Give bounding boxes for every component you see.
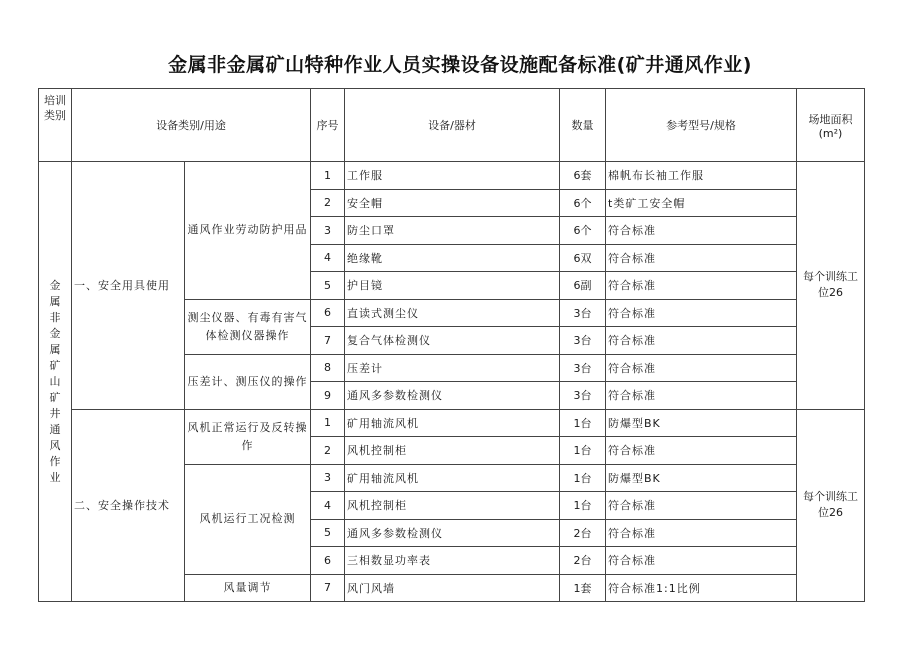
serial-no-cell: 1 (311, 409, 345, 437)
serial-no-cell: 9 (311, 382, 345, 410)
spec-cell: 符合标准 (606, 547, 797, 575)
header-training-category: 培训类别 (39, 89, 72, 162)
equipment-cell: 防尘口罩 (345, 217, 560, 245)
table-row (39, 162, 865, 190)
spec-cell: 符合标准 (606, 519, 797, 547)
spec-cell: 棉帆布长袖工作服 (606, 162, 797, 190)
header-area: 场地面积(m²) (797, 89, 865, 162)
training-category-cell (39, 162, 72, 602)
quantity-cell: 1台 (560, 409, 606, 437)
equipment-cell: 通风多参数检测仪 (345, 519, 560, 547)
quantity-cell: 3台 (560, 327, 606, 355)
spec-cell: 符合标准 (606, 382, 797, 410)
spec-cell: 符合标准 (606, 492, 797, 520)
serial-no-cell: 5 (311, 519, 345, 547)
training-category-text: 金 属 非 金 属 矿 山 矿 井 通 风 作 业 (49, 278, 61, 484)
quantity-cell: 1台 (560, 464, 606, 492)
quantity-cell: 2台 (560, 547, 606, 575)
subcategory-cell: 风机正常运行及反转操作 (185, 409, 311, 464)
quantity-cell: 3台 (560, 382, 606, 410)
quantity-cell: 3台 (560, 354, 606, 382)
equipment-table (38, 88, 865, 602)
subcategory-cell: 风量调节 (185, 574, 311, 602)
spec-cell: t类矿工安全帽 (606, 189, 797, 217)
serial-no-cell: 7 (311, 574, 345, 602)
spec-cell: 符合标准 (606, 217, 797, 245)
quantity-cell: 2台 (560, 519, 606, 547)
header-spec: 参考型号/规格 (606, 89, 797, 162)
equipment-cell: 压差计 (345, 354, 560, 382)
spec-cell: 符合标准 (606, 354, 797, 382)
equipment-cell: 护目镜 (345, 272, 560, 300)
equipment-cell: 通风多参数检测仪 (345, 382, 560, 410)
equipment-cell: 风机控制柜 (345, 492, 560, 520)
serial-no-cell: 3 (311, 217, 345, 245)
equipment-cell: 工作服 (345, 162, 560, 190)
quantity-cell: 1台 (560, 492, 606, 520)
quantity-cell: 6双 (560, 244, 606, 272)
spec-cell: 符合标准 (606, 437, 797, 465)
spec-cell: 符合标准 (606, 272, 797, 300)
serial-no-cell: 1 (311, 162, 345, 190)
category-cell: 一、安全用具使用 (72, 162, 185, 410)
serial-no-cell: 6 (311, 547, 345, 575)
table-row (39, 409, 865, 437)
subcategory-cell: 通风作业劳动防护用品 (185, 162, 311, 300)
table-body (39, 89, 865, 602)
equipment-cell: 绝缘靴 (345, 244, 560, 272)
subcategory-cell: 压差计、测压仪的操作 (185, 354, 311, 409)
category-cell: 二、安全操作技术 (72, 409, 185, 602)
quantity-cell: 6套 (560, 162, 606, 190)
equipment-cell: 矿用轴流风机 (345, 464, 560, 492)
page-title: 金属非金属矿山特种作业人员实操设备设施配备标准(矿井通风作业) (168, 54, 752, 76)
table-header-row (39, 89, 865, 162)
equipment-cell: 风机控制柜 (345, 437, 560, 465)
quantity-cell: 3台 (560, 299, 606, 327)
serial-no-cell: 7 (311, 327, 345, 355)
spec-cell: 符合标准1:1比例 (606, 574, 797, 602)
equipment-cell: 复合气体检测仪 (345, 327, 560, 355)
subcategory-cell: 测尘仪器、有毒有害气体检测仪器操作 (185, 299, 311, 354)
header-equipment-category: 设备类别/用途 (72, 89, 311, 162)
quantity-cell: 6个 (560, 217, 606, 245)
serial-no-cell: 4 (311, 244, 345, 272)
quantity-cell: 1套 (560, 574, 606, 602)
spec-cell: 防爆型BK (606, 409, 797, 437)
serial-no-cell: 3 (311, 464, 345, 492)
header-serial-no: 序号 (311, 89, 345, 162)
subcategory-cell: 风机运行工况检测 (185, 464, 311, 574)
serial-no-cell: 6 (311, 299, 345, 327)
spec-cell: 符合标准 (606, 244, 797, 272)
serial-no-cell: 8 (311, 354, 345, 382)
equipment-cell: 三相数显功率表 (345, 547, 560, 575)
quantity-cell: 6副 (560, 272, 606, 300)
serial-no-cell: 2 (311, 189, 345, 217)
area-cell: 每个训练工位26 (797, 409, 865, 602)
spec-cell: 符合标准 (606, 327, 797, 355)
quantity-cell: 6个 (560, 189, 606, 217)
header-quantity: 数量 (560, 89, 606, 162)
equipment-cell: 风门风墙 (345, 574, 560, 602)
spec-cell: 符合标准 (606, 299, 797, 327)
area-cell: 每个训练工位26 (797, 162, 865, 410)
header-equipment: 设备/器材 (345, 89, 560, 162)
spec-cell: 防爆型BK (606, 464, 797, 492)
serial-no-cell: 4 (311, 492, 345, 520)
quantity-cell: 1台 (560, 437, 606, 465)
serial-no-cell: 5 (311, 272, 345, 300)
equipment-cell: 矿用轴流风机 (345, 409, 560, 437)
equipment-cell: 安全帽 (345, 189, 560, 217)
equipment-cell: 直读式测尘仪 (345, 299, 560, 327)
serial-no-cell: 2 (311, 437, 345, 465)
